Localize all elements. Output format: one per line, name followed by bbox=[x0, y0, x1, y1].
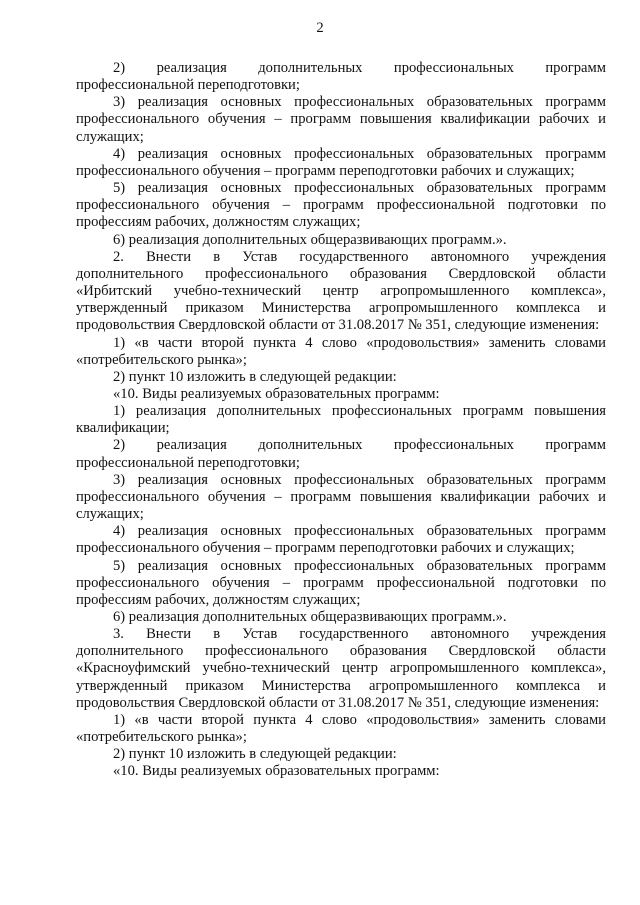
paragraph: 6) реализация дополнительных общеразвивающих программ.». bbox=[113, 231, 507, 248]
paragraph: 2) реализация дополнительных профессиональных программ профессиональной переподготовки; bbox=[76, 60, 606, 94]
paragraph: 2. Внести в Устав государственного автономного учреждения дополнительного профессионального образования Свердловской области «Ирбитский учебно-технический центр агропромышленного комплекса», утвержденный приказом Министерства агропромышленного комплекса и продовольствия Свердловской области от 31.08.2017 № 351, следующие изменения: bbox=[76, 248, 606, 334]
paragraph: 3) реализация основных профессиональных образовательных программ профессионального обучения – программ повышения квалификации рабочих и служащих; bbox=[76, 94, 606, 145]
paragraph: 4) реализация основных профессиональных образовательных программ профессионального обучения – программ переподготовки рабочих и служащих; bbox=[76, 145, 606, 179]
paragraph: 5) реализация основных профессиональных образовательных программ профессионального обучения – программ профессиональной подготовки по профессиям рабочих, должностям служащих; bbox=[76, 557, 606, 608]
paragraph: 4) реализация основных профессиональных образовательных программ профессионального обучения – программ переподготовки рабочих и служащих; bbox=[76, 523, 606, 557]
paragraph: 2) реализация дополнительных профессиональных программ профессиональной переподготовки; bbox=[76, 437, 606, 471]
document-body bbox=[76, 60, 606, 781]
paragraph: 3. Внести в Устав государственного автономного учреждения дополнительного профессионального образования Свердловской области «Красноуфимский учебно-технический центр агропромышленного комплекса», утвержденный приказом Министерства агропромышленного комплекса и продовольствия Свердловской области от 31.08.2017 № 351, следующие изменения: bbox=[76, 626, 606, 711]
paragraph: 1) «в части второй пункта 4 слово «продовольствия» заменить словами «потребительского рынка»; bbox=[76, 711, 606, 746]
paragraph: «10. Виды реализуемых образовательных программ: bbox=[113, 763, 440, 780]
paragraph: 3) реализация основных профессиональных образовательных программ профессионального обучения – программ повышения квалификации рабочих и служащих; bbox=[76, 471, 606, 523]
paragraph: 6) реализация дополнительных общеразвивающих программ.». bbox=[113, 609, 507, 625]
paragraph: «10. Виды реализуемых образовательных программ: bbox=[113, 385, 440, 402]
paragraph: 2) пункт 10 изложить в следующей редакции: bbox=[113, 368, 397, 385]
paragraph: 2) пункт 10 изложить в следующей редакции: bbox=[113, 746, 397, 763]
page-number: 2 bbox=[316, 20, 324, 36]
paragraph: 1) реализация дополнительных профессиональных программ повышения квалификации; bbox=[76, 403, 606, 437]
paragraph: 5) реализация основных профессиональных образовательных программ профессионального обучения – программ профессиональной подготовки по профессиям рабочих, должностям служащих; bbox=[76, 180, 606, 231]
paragraph: 1) «в части второй пункта 4 слово «продовольствия» заменить словами «потребительского рынка»; bbox=[76, 334, 606, 368]
